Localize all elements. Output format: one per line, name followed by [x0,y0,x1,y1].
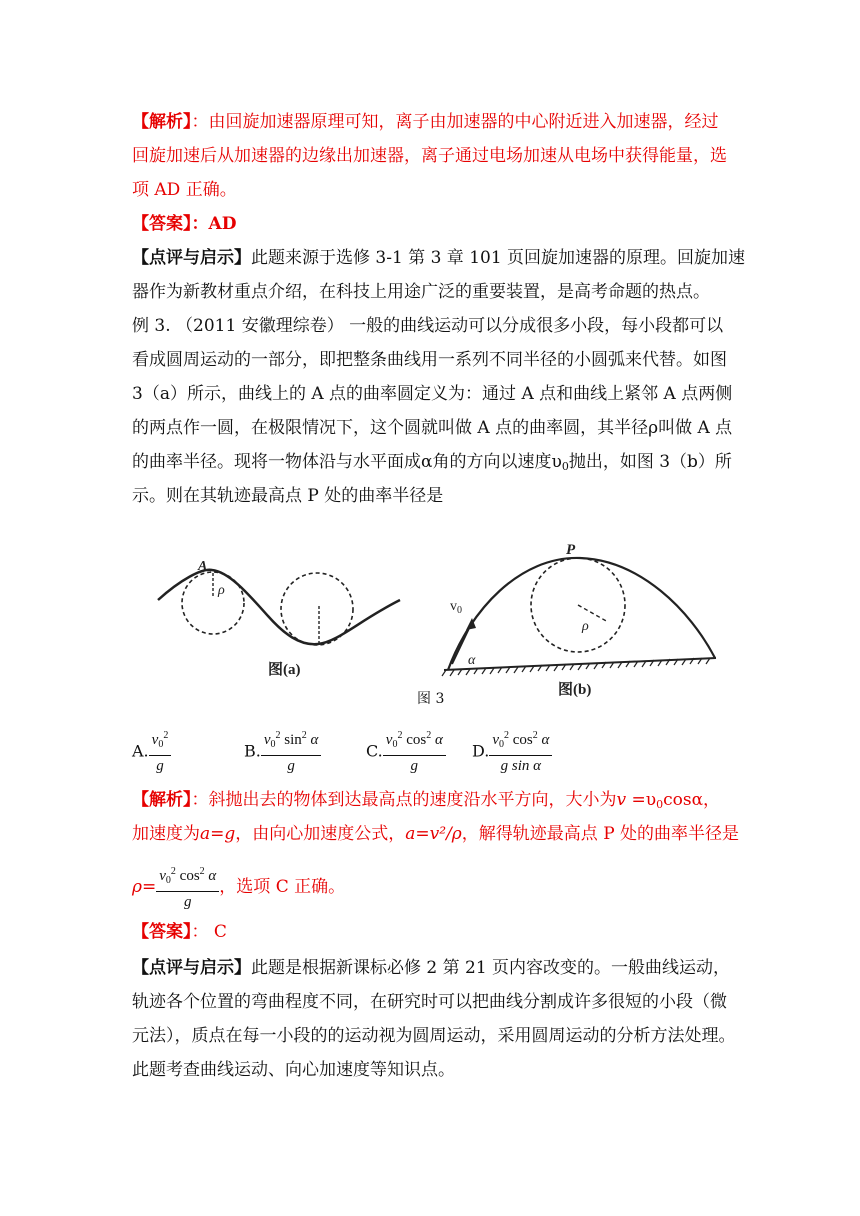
example3-line3: 3（a）所示，曲线上的 A 点的曲率圆定义为：通过 A 点和曲线上紧邻 A 点两侧 [132,384,733,404]
comment2-line4: 此题考查曲线运动、向心加速度等知识点。 [132,1060,455,1080]
trajectory [448,558,715,670]
comment1-line2: 器作为新教材重点介绍，在科技上用途广泛的重要装置，是高考命题的热点。 [132,282,710,302]
answer1: 【答案】：AD [132,214,237,234]
label-alpha: α [468,653,476,668]
example3-line1: 例 3. （2011 安徽理综卷） 一般的曲线运动可以分成很多小段，每小段都可以 [132,316,724,336]
option-c: C. $\frac{v_0^2 \cos^2 \alpha}{g}$ [366,726,446,776]
label-rho-a: ρ [218,583,225,598]
comment2-line1: 【点评与启示】此题是根据新课标必修 2 第 21 页内容改变的。一般曲线运动， [132,958,731,978]
caption-b: 图(b) [558,682,592,698]
comment1-tag: 【点评与启示】 [132,248,251,268]
example3-line4: 的两点作一圆，在极限情况下，这个圆就叫做 A 点的曲率圆，其半径ρ叫做 A 点 [132,418,733,438]
figure-caption: 图 3 [417,691,445,707]
label-v0: $v_0$ [450,599,462,616]
analysis2-tag: 【解析】 [132,790,192,810]
analysis2-line2: 加速度为a=g，由向心加速度公式，a=v²/ρ，解得轨迹最高点 P 处的曲率半径是 [132,824,740,844]
option-a: A. $\frac{v_0^2}{g}$ [132,726,171,776]
option-d: D. $\frac{v_0^2 \cos^2 \alpha}{\text{g sin α}}$ [472,726,552,776]
option-b-fraction: $\frac{v_0^2 \sin^2 \alpha}{g}$ [261,726,322,776]
analysis1-line1: 【解析】：由回旋加速器原理可知，离子由加速器的中心附近进入加速器，经过 [132,112,719,132]
figure-a [150,556,410,688]
example3-line6: 示。则在其轨迹最高点 P 处的曲率半径是 [132,486,444,506]
result-fraction: $\frac{v_0^2 \cos^2 \alpha}{g}$ [156,862,219,912]
comment2-line3: 元法），质点在每一小段的的运动视为圆周运动，采用圆周运动的分析方法处理。 [132,1026,736,1046]
analysis1-tag: 【解析】 [132,112,192,132]
curvature-circle-large [281,573,353,645]
answer2: 【答案】： C [132,922,227,942]
label-P: P [566,542,576,558]
comment2-line2: 轨迹各个位置的弯曲程度不同，在研究时可以把曲线分割成许多很短的小段（微 [132,992,727,1012]
comment1-line1: 【点评与启示】此题来源于选修 3-1 第 3 章 101 页回旋加速器的原理。回旋加速 [132,248,746,268]
option-b: B. $\frac{v_0^2 \sin^2 \alpha}{g}$ [244,726,321,776]
figure-b [440,540,730,702]
analysis2-line3: ρ= $\frac{v_0^2 \cos^2 \alpha}{g}$ ，选项 C 正确。 [132,862,345,912]
analysis1-line2: 回旋加速后从加速器的边缘出加速器，离子通过电场加速从电场中获得能量，选 [132,146,727,166]
comment2-tag: 【点评与启示】 [132,958,251,978]
example3-line5: 的曲率半径。现将一物体沿与水平面成α角的方向以速度$\upsilon_0$抛出，如图 3（b）所 [132,452,732,473]
caption-a: 图(a) [268,662,301,678]
example3-line2: 看成圆周运动的一部分，即把整条曲线用一系列不同半径的小圆弧来代替。如图 [132,350,727,370]
option-d-fraction: $\frac{v_0^2 \cos^2 \alpha}{\text{g sin α}}$ [489,726,552,776]
curvature-circle-small [182,572,244,634]
analysis1-line3: 项 AD 正确。 [132,180,237,200]
analysis2-line1: 【解析】：斜抛出去的物体到达最高点的速度沿水平方向，大小为$v =\upsilon_0\cos\alpha$， [132,790,721,811]
option-a-fraction: $\frac{v_0^2}{g}$ [149,726,172,776]
option-c-fraction: $\frac{v_0^2 \cos^2 \alpha}{g}$ [383,726,446,776]
label-A: A [198,559,208,574]
curve-a [158,570,400,644]
label-rho-b: ρ [582,619,589,634]
